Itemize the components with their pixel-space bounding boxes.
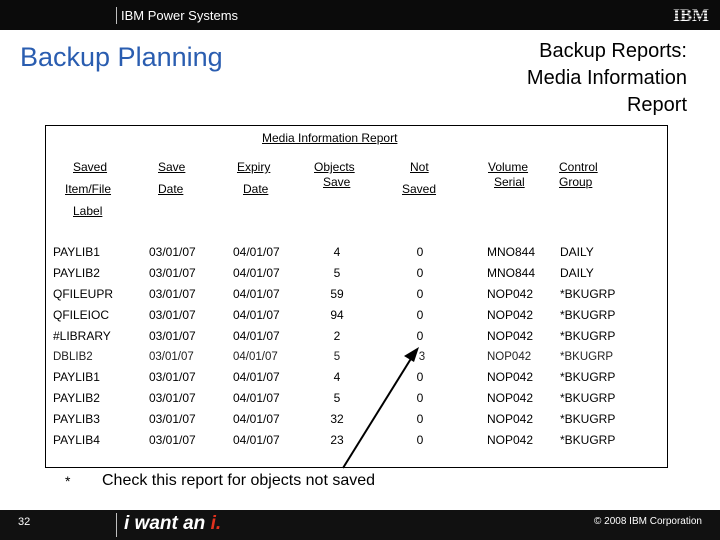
col-header-save-date: Date xyxy=(158,182,184,196)
cell-save-date: 03/01/07 xyxy=(149,391,196,405)
ibm-logo-text: IBM xyxy=(673,6,709,24)
cell-expiry-date: 04/01/07 xyxy=(233,287,280,301)
slide-title: Backup Planning xyxy=(20,42,223,72)
footnote-text: Check this report for objects not saved xyxy=(102,472,376,489)
cell-not-saved: 3 xyxy=(418,351,426,363)
cell-item: QFILEIOC xyxy=(53,308,110,322)
cell-expiry-date: 04/01/07 xyxy=(233,245,280,259)
col-header-save: Save xyxy=(158,160,186,174)
cell-expiry-date: 04/01/07 xyxy=(233,412,280,426)
cell-expiry-date: 04/01/07 xyxy=(233,308,280,322)
cell-control-group: *BKUGRP xyxy=(560,329,616,343)
cell-volume: NOP042 xyxy=(487,287,534,301)
col-header-label: Label xyxy=(73,204,103,218)
cell-save-date: 03/01/07 xyxy=(149,266,196,280)
cell-not-saved: 0 xyxy=(416,412,424,426)
cell-volume: NOP042 xyxy=(487,329,534,343)
bottom-bar-divider xyxy=(116,513,117,537)
cell-objects-saved: 5 xyxy=(333,351,341,363)
cell-expiry-date: 04/01/07 xyxy=(233,370,280,384)
col-header-saved: Saved xyxy=(73,160,108,174)
cell-not-saved: 0 xyxy=(416,308,424,322)
cell-control-group: DAILY xyxy=(560,266,594,280)
cell-save-date: 03/01/07 xyxy=(149,329,196,343)
cell-not-saved: 0 xyxy=(416,287,424,301)
brand-name: IBM Power Systems xyxy=(121,8,239,23)
col-header-not: Not xyxy=(410,160,429,174)
cell-control-group: *BKUGRP xyxy=(560,370,616,384)
cell-objects-saved: 2 xyxy=(333,329,341,343)
cell-save-date: 03/01/07 xyxy=(149,245,196,259)
col-header-expiry-date: Date xyxy=(243,182,269,196)
cell-save-date: 03/01/07 xyxy=(149,433,196,447)
cell-save-date: 03/01/07 xyxy=(149,287,196,301)
cell-volume: MNO844 xyxy=(487,266,536,280)
col-header-group: Group xyxy=(559,175,593,189)
cell-not-saved: 0 xyxy=(416,391,424,405)
cell-objects-saved: 4 xyxy=(333,370,341,384)
cell-not-saved: 0 xyxy=(416,245,424,259)
footnote-marker: * xyxy=(65,473,71,489)
cell-expiry-date: 04/01/07 xyxy=(233,266,280,280)
cell-objects-saved: 23 xyxy=(330,433,344,447)
cell-item: PAYLIB1 xyxy=(53,245,100,259)
cell-volume: NOP042 xyxy=(487,391,534,405)
slogan-accent: i. xyxy=(210,513,222,534)
cell-volume: NOP042 xyxy=(487,433,534,447)
cell-control-group: *BKUGRP xyxy=(560,412,616,426)
copyright: © 2008 IBM Corporation xyxy=(594,516,702,527)
cell-save-date: 03/01/07 xyxy=(149,351,194,363)
cell-item: PAYLIB2 xyxy=(53,391,100,405)
col-header-volume: Volume xyxy=(488,160,529,174)
slogan-prefix: i want an xyxy=(124,513,211,534)
cell-objects-saved: 59 xyxy=(330,287,344,301)
cell-objects-saved: 32 xyxy=(330,412,344,426)
callout-arrow-head xyxy=(404,347,419,362)
col-header-control: Control xyxy=(559,160,598,174)
cell-volume: MNO844 xyxy=(487,245,536,259)
subtitle-line: Report xyxy=(626,94,687,116)
cell-save-date: 03/01/07 xyxy=(149,412,196,426)
cell-objects-saved: 5 xyxy=(333,391,341,405)
col-header-item-file: Item/File xyxy=(65,182,112,196)
cell-control-group: *BKUGRP xyxy=(560,308,616,322)
cell-objects-saved: 4 xyxy=(333,245,341,259)
cell-not-saved: 0 xyxy=(416,370,424,384)
page-number: 32 xyxy=(18,516,31,528)
cell-volume: NOP042 xyxy=(487,370,534,384)
cell-item: PAYLIB2 xyxy=(53,266,100,280)
cell-control-group: DAILY xyxy=(560,245,594,259)
cell-item: PAYLIB1 xyxy=(53,370,100,384)
subtitle-line: Backup Reports: xyxy=(539,40,687,62)
subtitle-line: Media Information xyxy=(526,67,687,89)
callout-arrow-line xyxy=(343,357,412,468)
cell-expiry-date: 04/01/07 xyxy=(233,329,280,343)
cell-objects-saved: 5 xyxy=(333,266,341,280)
cell-objects-saved: 94 xyxy=(330,308,344,322)
col-header-objects: Objects xyxy=(314,160,355,174)
col-header-not-saved: Saved xyxy=(402,182,437,196)
cell-item: QFILEUPR xyxy=(53,287,114,301)
cell-volume: NOP042 xyxy=(487,351,532,363)
slogan xyxy=(124,513,221,535)
cell-not-saved: 0 xyxy=(416,266,424,280)
cell-volume: NOP042 xyxy=(487,412,534,426)
col-header-objects-save: Save xyxy=(323,175,351,189)
cell-item: PAYLIB3 xyxy=(53,412,100,426)
cell-save-date: 03/01/07 xyxy=(149,370,196,384)
cell-item: DBLIB2 xyxy=(53,351,93,363)
cell-not-saved: 0 xyxy=(416,433,424,447)
cell-expiry-date: 04/01/07 xyxy=(233,351,278,363)
cell-control-group: *BKUGRP xyxy=(560,351,614,363)
col-header-serial: Serial xyxy=(494,175,525,189)
cell-control-group: *BKUGRP xyxy=(560,391,616,405)
cell-control-group: *BKUGRP xyxy=(560,433,616,447)
report-title: Media Information Report xyxy=(262,131,398,145)
cell-volume: NOP042 xyxy=(487,308,534,322)
col-header-expiry: Expiry xyxy=(237,160,271,174)
cell-save-date: 03/01/07 xyxy=(149,308,196,322)
cell-item: PAYLIB4 xyxy=(53,433,100,447)
cell-item: #LIBRARY xyxy=(53,329,111,343)
cell-expiry-date: 04/01/07 xyxy=(233,391,280,405)
cell-not-saved: 0 xyxy=(416,329,424,343)
cell-expiry-date: 04/01/07 xyxy=(233,433,280,447)
cell-control-group: *BKUGRP xyxy=(560,287,616,301)
